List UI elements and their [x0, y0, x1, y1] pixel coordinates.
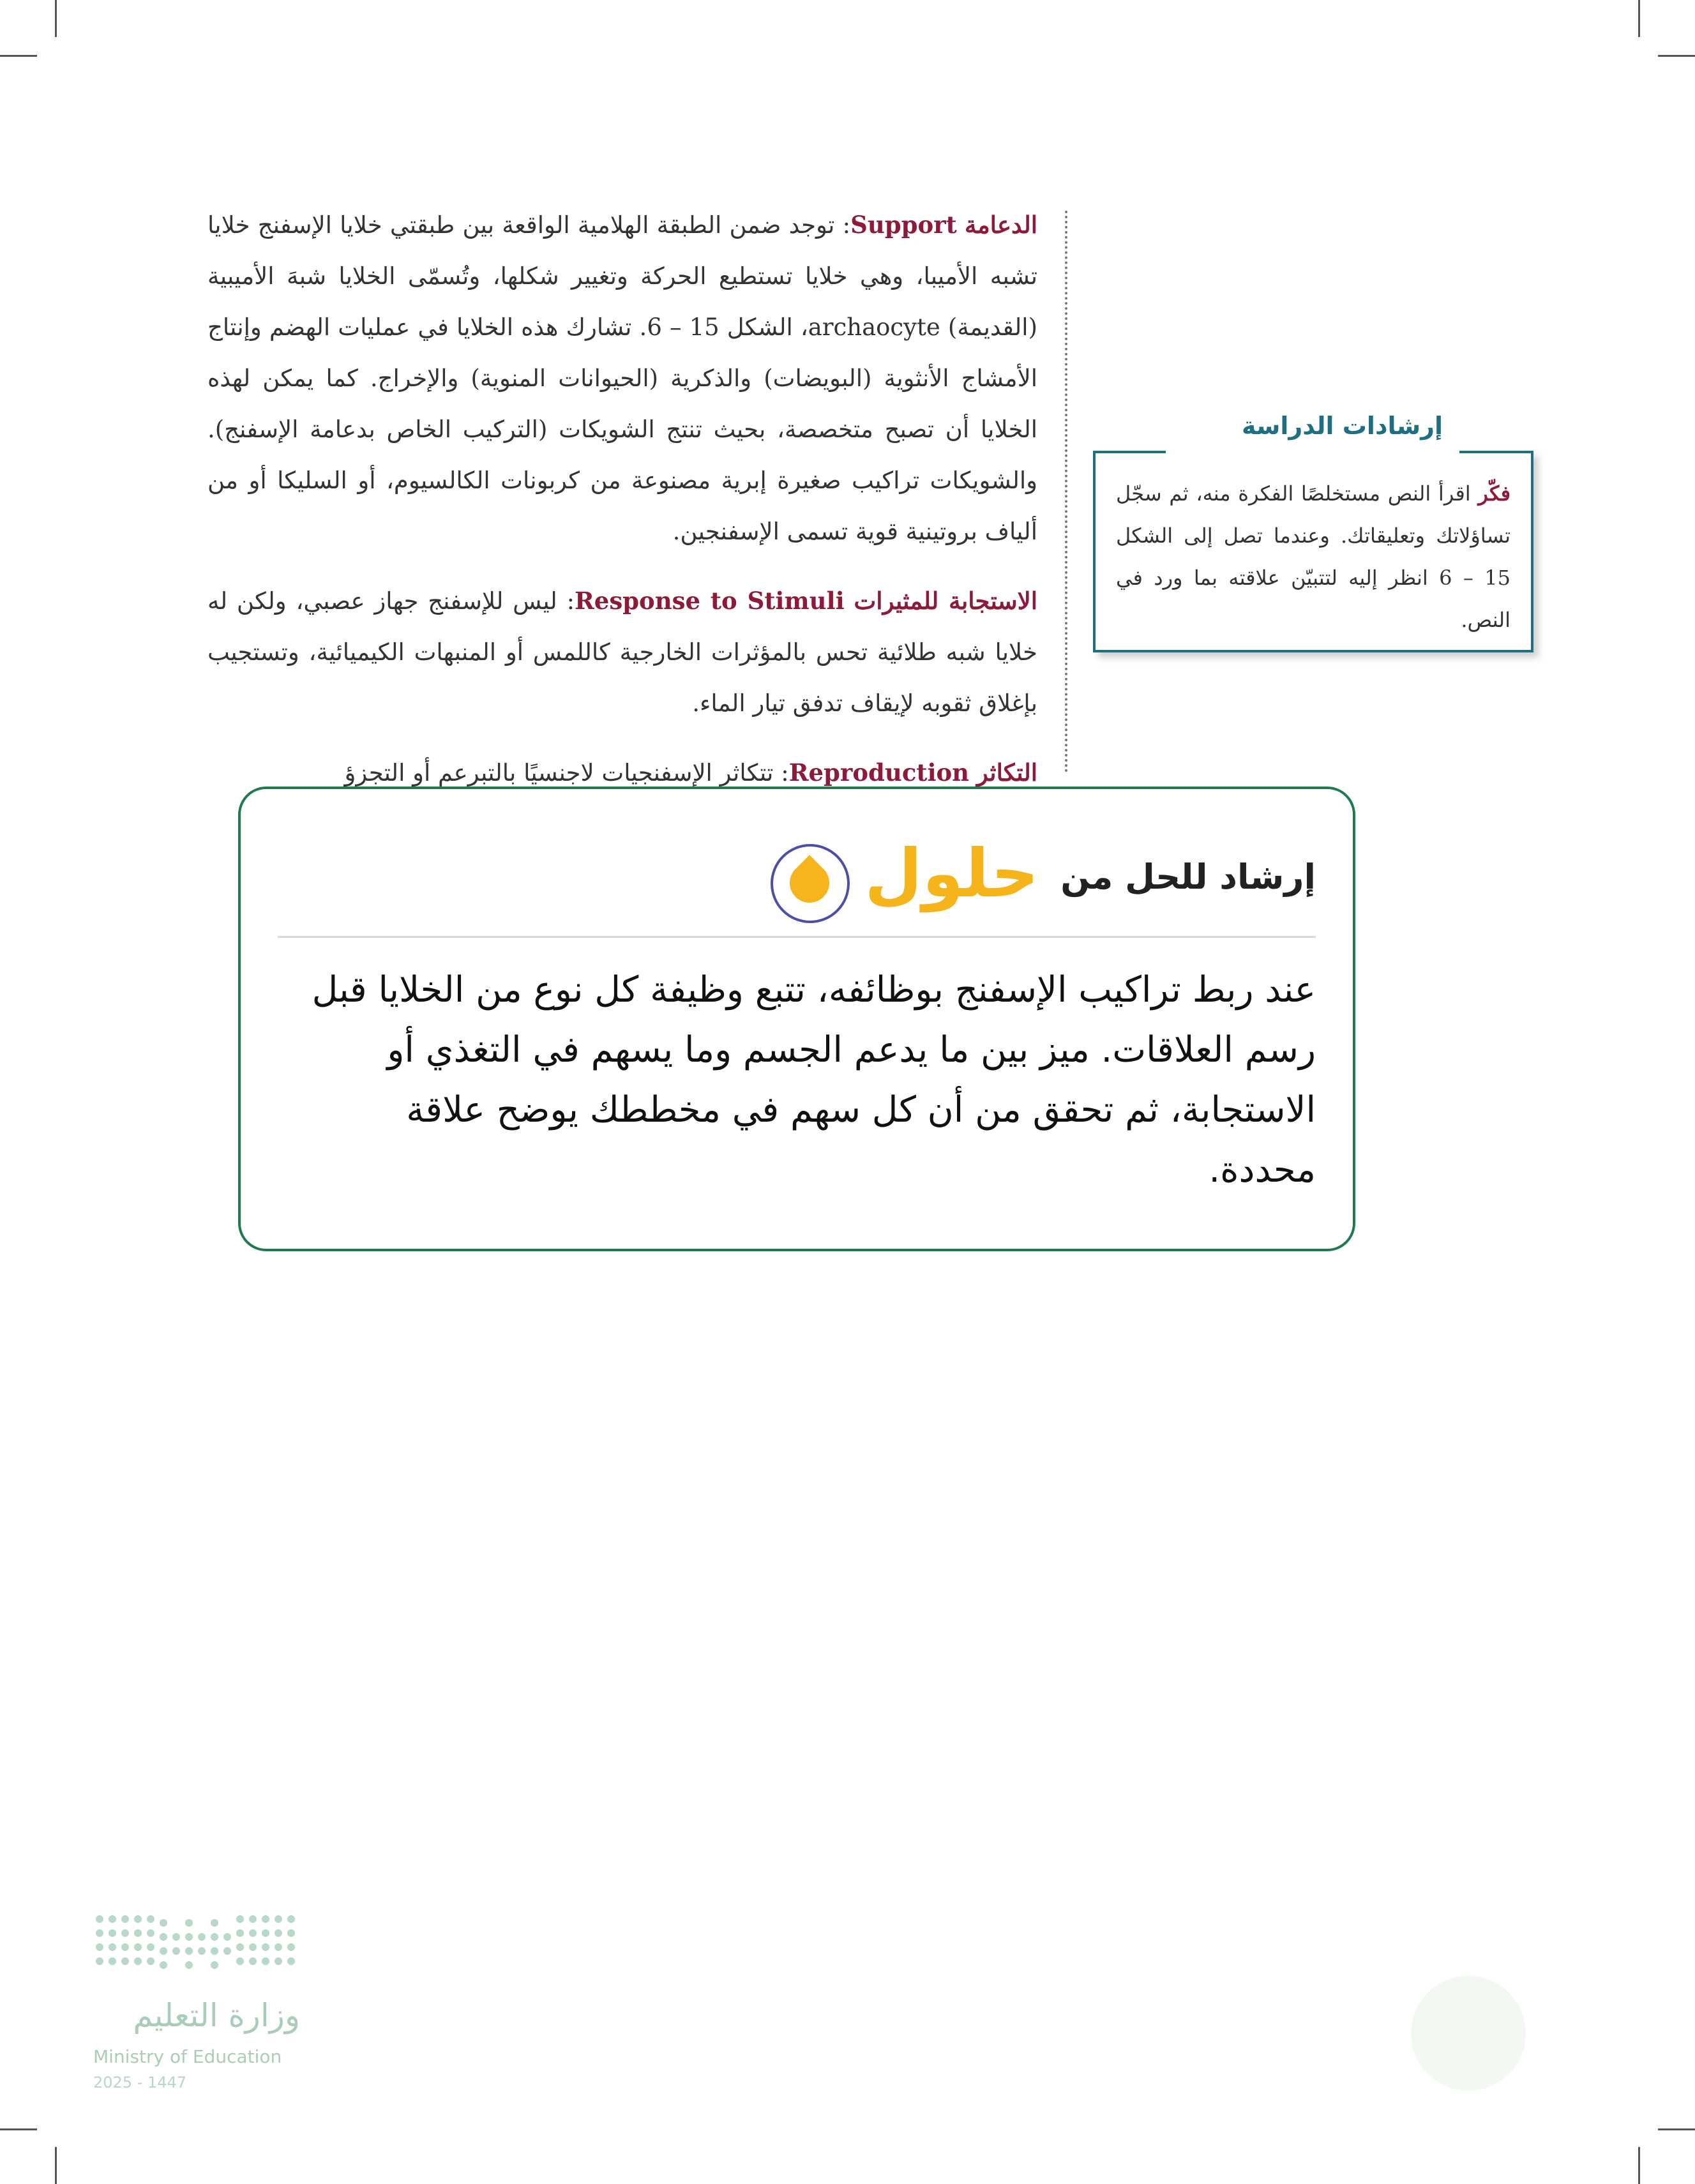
ministry-dot [185, 1961, 193, 1969]
ministry-dot [172, 1947, 180, 1955]
ministry-dot [160, 1933, 167, 1941]
ministry-year: 2025 - 1447 [93, 2074, 187, 2091]
hulul-badge-icon [771, 844, 850, 923]
page-number-badge [1411, 1976, 1526, 2091]
ministry-dot [211, 1947, 218, 1955]
ministry-dot [275, 1943, 282, 1951]
ministry-dot [96, 1957, 103, 1965]
ministry-dot [185, 1933, 193, 1941]
study-guide-title: إرشادات الدراسة [1241, 412, 1443, 440]
ministry-dot [275, 1957, 282, 1965]
ministry-dot [287, 1915, 295, 1923]
ministry-dot [236, 1957, 244, 1965]
ministry-dot [147, 1957, 154, 1965]
ministry-dot [109, 1915, 116, 1923]
ministry-name-en: Ministry of Education [93, 2046, 282, 2067]
response-term-en: Response to Stimuli [575, 587, 845, 615]
ministry-dot [121, 1957, 129, 1965]
ministry-dot [275, 1929, 282, 1937]
ministry-dot [160, 1961, 167, 1969]
support-text: : توجد ضمن الطبقة الهلامية الواقعة بين طبقتي خلايا الإسفنج خلايا تشبه الأميبا، وهي خلايا تستطيع الحركة وتغيير شكلها، وتُسمّى الخلايا شبهَ الأميبية (القديمة) archaocyte، الشكل 15 – 6. تشارك هذه الخلايا في عمليات الهضم وإنتاج الأمشاج الأنثوية (البويضات) والذكرية (الحيوانات المنوية) والإخراج. كما يمكن لهذه الخلايا أن تصبح متخصصة، بحيث تنتج الشويكات (التركيب الخاص بدعامة الإسفنج). والشويكات تراكيب صغيرة إبرية مصنوعة من كربونات الكالسيوم، أو السليكا أو من ألياف بروتينية قوية تسمى الإسفنجين. [207, 211, 1038, 545]
crop-mark [1638, 2147, 1640, 2184]
ministry-dot [249, 1957, 257, 1965]
response-text: : ليس للإسفنج جهاز عصبي، ولكن له خلايا شبه طلائية تحس بالمؤثرات الخارجية كاللمس أو المنبهات الكيميائية، وتستجيب بإغلاق ثقوبه لإيقاف تدفق تيار الماء. [207, 587, 1037, 717]
ministry-dot [96, 1943, 103, 1951]
support-term-ar: الدعامة [965, 211, 1037, 239]
ministry-dots-icon [96, 1915, 300, 1973]
ministry-dot [185, 1947, 193, 1955]
ministry-dot [287, 1957, 295, 1965]
ministry-dot [121, 1929, 129, 1937]
main-text-column [207, 199, 1037, 798]
ministry-dot [287, 1943, 295, 1951]
reproduction-term-ar: التكاثر [976, 758, 1037, 787]
ministry-dot [262, 1943, 269, 1951]
study-guide-keyword: فكّر [1478, 481, 1510, 506]
ministry-dot [249, 1943, 257, 1951]
study-guide-body [1116, 472, 1510, 641]
ministry-dot [223, 1933, 231, 1941]
ministry-dot [185, 1919, 193, 1927]
hulul-logo-text: حلول [864, 834, 1039, 912]
ministry-dot [134, 1929, 142, 1937]
ministry-dot [172, 1933, 180, 1941]
study-guide-box [1093, 451, 1533, 652]
ministry-dot [275, 1915, 282, 1923]
ministry-dot [198, 1947, 206, 1955]
ministry-dot [262, 1915, 269, 1923]
overlay-divider [278, 936, 1316, 938]
ministry-dot [121, 1943, 129, 1951]
crop-mark [1638, 0, 1640, 37]
crop-mark [0, 55, 37, 57]
ministry-dot [236, 1929, 244, 1937]
ministry-dot [211, 1919, 218, 1927]
ministry-dot [147, 1929, 154, 1937]
ministry-dot [198, 1933, 206, 1941]
ministry-dot [211, 1933, 218, 1941]
overlay-body: عند ربط تراكيب الإسفنج بوظائفه، تتبع وظيفة كل نوع من الخلايا قبل رسم العلاقات. ميز بين ما يدعم الجسم وما يسهم في التغذي أو الاستجابة، ثم تحقق من أن كل سهم في مخططك يوضح علاقة محددة. [312, 969, 1316, 1191]
ministry-dot [223, 1947, 231, 1955]
reproduction-text: : تتكاثر الإسفنجيات لاجنسيًا بالتبرعم أو التجزؤ [344, 759, 789, 787]
ministry-dot [160, 1947, 167, 1955]
ministry-dot [134, 1915, 142, 1923]
overlay-title: إرشاد للحل من [1060, 856, 1316, 897]
ministry-dot [262, 1957, 269, 1965]
reproduction-term-en: Reproduction [788, 758, 970, 787]
ministry-dot [287, 1929, 295, 1937]
column-divider [1065, 211, 1067, 772]
response-term-ar: الاستجابة للمثيرات [854, 587, 1037, 615]
ministry-dot [134, 1957, 142, 1965]
solution-hint-overlay [238, 787, 1355, 1251]
hulul-logo [771, 829, 1039, 924]
ministry-dot [160, 1919, 167, 1927]
ministry-dot [249, 1929, 257, 1937]
ministry-dot [109, 1943, 116, 1951]
ministry-dot [121, 1915, 129, 1923]
ministry-dot [147, 1943, 154, 1951]
crop-mark [0, 2128, 37, 2130]
ministry-dot [262, 1929, 269, 1937]
response-paragraph [207, 575, 1037, 729]
ministry-dot [134, 1943, 142, 1951]
ministry-dot [249, 1915, 257, 1923]
crop-mark [1658, 55, 1695, 57]
crop-mark [1658, 2128, 1695, 2130]
study-guide-title-gap [1166, 448, 1459, 456]
ministry-dot [96, 1929, 103, 1937]
overlay-header [771, 829, 1316, 924]
ministry-dot [96, 1915, 103, 1923]
ministry-name-ar: وزارة التعليم [133, 1997, 300, 2034]
ministry-dot [236, 1943, 244, 1951]
support-term-en: Support [850, 211, 957, 239]
crop-mark [55, 0, 57, 37]
support-paragraph [207, 199, 1037, 557]
crop-mark [55, 2147, 57, 2184]
ministry-dot [147, 1915, 154, 1923]
study-guide-text: اقرأ النص مستخلصًا الفكرة منه، ثم سجّل تساؤلاتك وتعليقاتك. وعندما تصل إلى الشكل 15 – 6 انظر إليه لتتبيّن علاقته بما ورد في النص. [1116, 481, 1511, 632]
ministry-dot [109, 1929, 116, 1937]
drop-icon [781, 855, 838, 911]
ministry-dot [236, 1915, 244, 1923]
ministry-dot [109, 1957, 116, 1965]
ministry-dot [211, 1961, 218, 1969]
